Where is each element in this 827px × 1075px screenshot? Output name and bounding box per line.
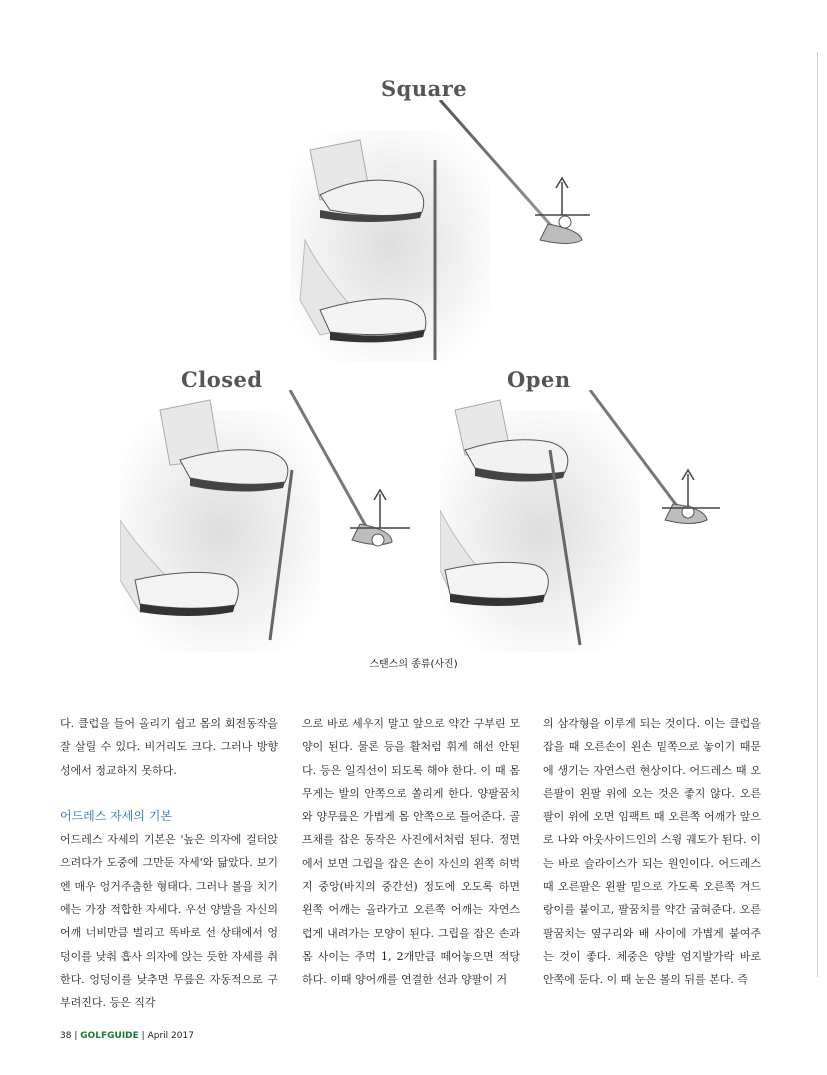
label-open: Open xyxy=(507,367,571,392)
closed-stance-illustration xyxy=(120,390,420,652)
page-number: 38 xyxy=(60,1031,72,1041)
page-edge-rule xyxy=(817,52,818,977)
column1-paragraph-2: 어드레스 자세의 기본은 '높은 의자에 걸터앉으려다가 도중에 그만둔 자세'와 닮았다. 보기엔 매우 엉거주춤한 형태다. 그러나 볼을 치기에는 가장 적합한 자세다. 우선 양발을 자신의 어깨 너비만큼 벌리고 똑바로 선 상태에서 엉덩이를 낮춰 흡사 의자에 앉는 듯한 자세를 취한다. 엉덩이를 낮추면 무릎은 자동적으로 구부려진다. 등은 직각 xyxy=(60,833,278,1010)
square-stance-illustration xyxy=(290,100,590,362)
magazine-brand: GOLFGUIDE xyxy=(80,1031,139,1041)
footer-separator-2: | xyxy=(138,1031,148,1041)
footer-separator: | xyxy=(71,1031,81,1041)
label-square: Square xyxy=(381,76,468,101)
open-stance-illustration xyxy=(440,390,740,652)
page-footer xyxy=(60,1031,194,1041)
figure-caption: 스탠스의 종류(사진) xyxy=(369,659,458,670)
column2-paragraph-1: 으로 바로 세우지 말고 앞으로 약간 구부린 모양이 된다. 물론 등을 활처럼 휘게 해선 안된다. 등은 일직선이 되도록 해야 한다. 이 때 몸무게는 발의 안쪽으로 쏠리게 한다. 양팔꿈치와 양무릎은 가볍게 몸 안쪽으로 틀어준다. 골프채를 잡은 동작은 사진에서처럼 된다. 정면에서 보면 그립을 잡은 손이 자신의 왼쪽 허벅지 중앙(바지의 중간선) 정도에 오도록 하면 왼쪽 어깨는 올라가고 오른쪽 어깨는 자연스럽게 내려가는 모양이 된다. 그립을 잡은 손과 몸 사이는 주먹 1, 2개만큼 떼어놓으면 적당하다. 이때 양어깨를 연결한 선과 양팔이 거 xyxy=(302,717,520,987)
section-heading: 어드레스 자세의 기본 xyxy=(60,808,172,823)
column1-paragraph-1: 다. 클럽을 들어 올리기 쉽고 몸의 회전동작을 잘 살릴 수 있다. 비거리도 크다. 그러나 방향성에서 정교하지 못하다. xyxy=(60,717,278,777)
issue-date: April 2017 xyxy=(147,1031,194,1041)
article-column-3 xyxy=(543,712,761,992)
label-closed: Closed xyxy=(181,367,263,392)
article-column-2 xyxy=(302,712,520,992)
column3-paragraph-1: 의 삼각형을 이루게 되는 것이다. 이는 클럽을 잡을 때 오른손이 왼손 밑쪽으로 놓이기 때문에 생기는 자연스런 현상이다. 어드레스 때 오른팔이 왼팔 위에 오는 것은 좋지 않다. 오른팔이 위에 오면 임팩트 때 오른쪽 어깨가 앞으로 나와 아웃사이드인의 스윙 궤도가 된다. 이는 바로 슬라이스가 되는 원인이다. 어드레스 때 오른팔은 왼팔 밑으로 가도록 오른쪽 겨드랑이를 붙이고, 팔꿈치를 약간 굽혀준다. 오른팔꿈치는 옆구리와 배 사이에 가볍게 붙여주는 것이 좋다. 체중은 양발 엄지발가락 바로 안쪽에 둔다. 이 때 눈은 볼의 뒤를 본다. 즉 xyxy=(543,717,761,987)
article-column-1 xyxy=(60,712,278,1015)
